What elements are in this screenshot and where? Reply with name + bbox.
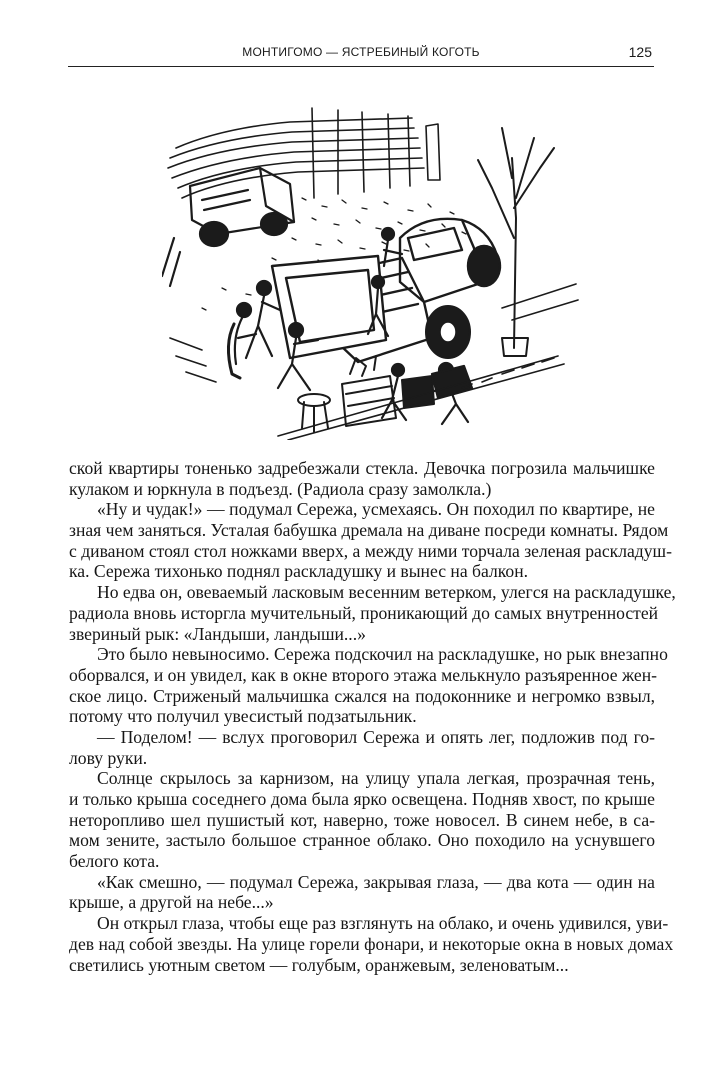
- text-line: оборвался, и он увидел, как в окне второго этажа мелькнуло разъяренное жен-: [69, 664, 657, 685]
- text-line: дев над собой звезды. На улице горели фонари, и некоторые окна в новых домах: [69, 933, 674, 954]
- text-line: ское лицо. Стриженый мальчишка сжался на подоконнике и негромко взвыл,: [69, 685, 655, 706]
- text-line: ской квартиры тоненько задребезжали стекла. Девочка погрозила мальчишке: [69, 458, 655, 478]
- text-line: мом зените, застыло большое странное облако. Оно походило на уснувшего: [69, 830, 655, 851]
- text-line: «Как смешно, — подумал Сережа, закрывая глаза, — два кота — один на: [97, 871, 655, 892]
- text-line: зная чем заняться. Усталая бабушка дремала на диване посреди комнаты. Рядом: [69, 520, 669, 541]
- text-line: Но едва он, овеваемый ласковым весенним ветерком, улегся на раскладушке,: [97, 582, 676, 603]
- running-head: [68, 42, 654, 67]
- text-line: потому что получил увесистый подзатыльник.: [69, 706, 417, 727]
- text-line: Это было невыносимо. Сережа подскочил на раскладушке, но рык внезапно: [97, 644, 668, 665]
- text-line: лову руки.: [69, 747, 148, 768]
- tree: [478, 128, 554, 356]
- text-line: «Ну и чудак!» — подумал Сережа, усмехаясь. Он походил по квартире, не: [97, 499, 655, 520]
- running-head-title: МОНТИГОМО — ЯСТРЕБИНЫЙ КОГОТЬ: [242, 45, 480, 59]
- text-line: неторопливо шел пушистый кот, наверно, тоже новосел. В синем небе, в са-: [69, 809, 655, 830]
- text-line: светились уютным светом — голубым, оранжевым, зеленоватым...: [69, 954, 569, 975]
- text-line: радиола вновь исторгла мучительный, проникающий до самых внутренностей: [69, 602, 659, 623]
- furniture: [298, 356, 434, 432]
- page-number: 125: [628, 44, 652, 60]
- text-line: звериный рык: «Ландыши, ландыши...»: [69, 623, 366, 644]
- background-buildings: [168, 108, 440, 198]
- text-line: с диваном стоял стол ножками вверх, а между ними торчала зеленая раскладуш-: [69, 540, 672, 561]
- text-line: Он открыл глаза, чтобы еще раз взглянуть на облако, и очень удивился, уви-: [97, 913, 669, 934]
- street-scene-illustration-icon: [162, 88, 580, 440]
- text-line: кулаком и юркнула в подъезд. (Радиола сразу замолкла.): [69, 478, 492, 499]
- text-line: — Поделом! — вслух проговорил Сережа и опять лег, подложив под го-: [97, 726, 655, 747]
- text-line: и только крыша соседнего дома была ярко освещена. Подняв хвост, по крыше: [69, 789, 655, 809]
- body-text: [69, 458, 676, 975]
- text-line: белого кота.: [69, 851, 160, 872]
- text-line: Солнце скрылось за карнизом, на улицу упала легкая, прозрачная тень,: [97, 768, 655, 789]
- text-line: ка. Сережа тихонько поднял раскладушку и вынес на балкон.: [69, 561, 529, 582]
- text-line: крыше, а другой на небе...»: [69, 892, 274, 913]
- tailgate: [272, 256, 386, 358]
